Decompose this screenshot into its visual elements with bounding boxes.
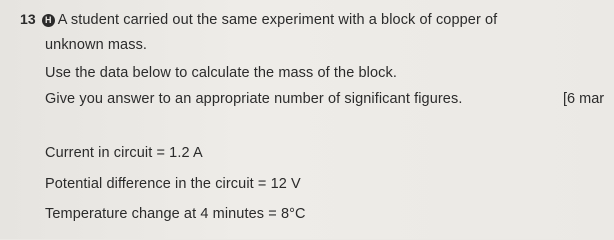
- marks-label: [6 mar: [563, 91, 605, 107]
- question-line-3: Use the data below to calculate the mass of the block.: [45, 65, 397, 81]
- question-text-1: A student carried out the same experiment with a block of copper of: [57, 12, 498, 28]
- question-line-4: Give you answer to an appropriate number of significant figures.: [45, 91, 463, 107]
- question-line-1: [20, 11, 497, 28]
- higher-tier-badge-icon: H: [42, 14, 55, 27]
- data-current: Current in circuit = 1.2 A: [45, 145, 203, 161]
- question-line-2: unknown mass.: [45, 37, 148, 53]
- data-potential-difference: Potential difference in the circuit = 12 V: [45, 176, 301, 192]
- question-number: 13: [20, 11, 36, 27]
- data-temperature-change: Temperature change at 4 minutes = 8°C: [45, 206, 306, 222]
